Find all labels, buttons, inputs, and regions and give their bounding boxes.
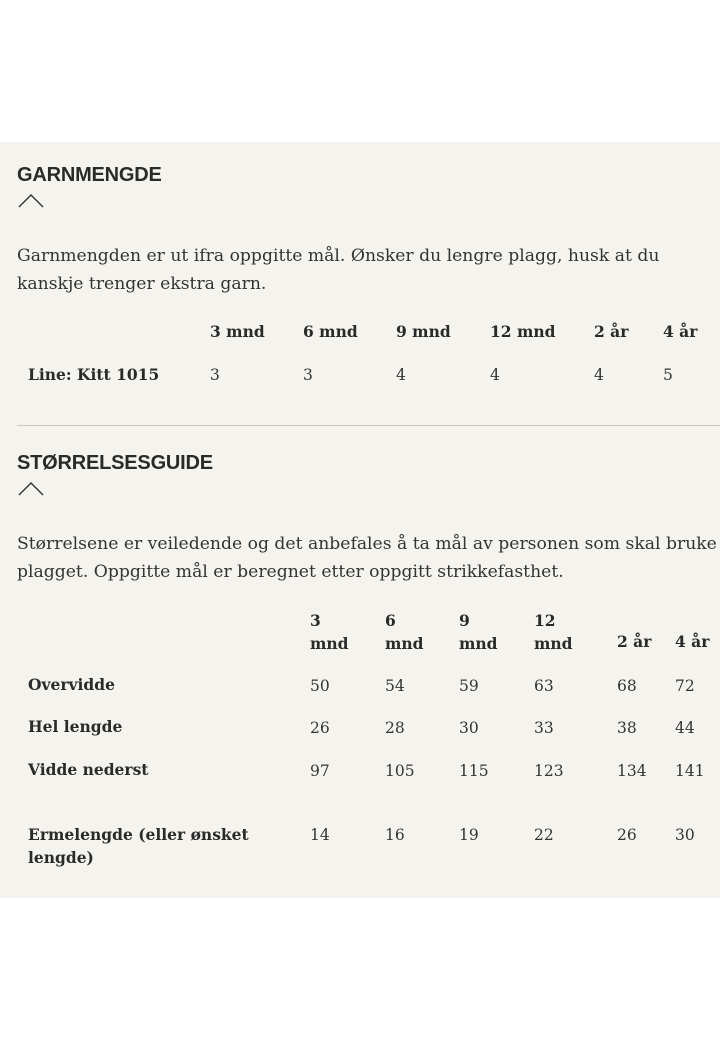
size-cell: 141 (675, 762, 705, 780)
size-guide-section-title[interactable]: STØRRELSESGUIDE (17, 452, 213, 474)
size-cell: 19 (459, 826, 479, 844)
size-cell: 30 (675, 826, 695, 844)
size-cell: 68 (617, 677, 637, 695)
yarn-section-title[interactable]: GARNMENGDE (17, 164, 162, 186)
size-cell: 14 (310, 826, 330, 844)
yarn-col-header: 12 mnd (490, 322, 556, 341)
size-row-label: Overvidde (28, 675, 115, 694)
size-cell: 16 (385, 826, 405, 844)
size-cell: 63 (534, 677, 554, 695)
yarn-col-header: 4 år (663, 322, 698, 341)
size-cell: 72 (675, 677, 695, 695)
size-cell: 44 (675, 719, 695, 737)
size-cell: 28 (385, 719, 405, 737)
size-row-label: Ermelengde (eller ønsket lengde) (28, 825, 249, 867)
yarn-description: Garnmengden er ut ifra oppgitte mål. Ønsker du lengre plagg, husk at du kanskje trenger ekstra garn. (17, 246, 660, 294)
size-cell: 115 (459, 762, 489, 780)
size-guide-description: Størrelsene er veiledende og det anbefales å ta mål av personen som skal bruke plagget. Oppgitte mål er beregnet etter oppgitt strikkefasthet. (17, 534, 717, 582)
size-cell: 26 (310, 719, 330, 737)
yarn-col-header: 6 mnd (303, 322, 358, 341)
yarn-cell: 5 (663, 366, 673, 384)
yarn-col-header: 2 år (594, 322, 629, 341)
size-cell: 97 (310, 762, 330, 780)
size-row-label: Vidde nederst (28, 760, 149, 779)
size-cell: 54 (385, 677, 405, 695)
yarn-cell: 4 (490, 366, 500, 384)
size-cell: 50 (310, 677, 330, 695)
size-cell: 22 (534, 826, 554, 844)
size-col-header: 9 mnd (459, 611, 498, 653)
chevron-up-icon[interactable] (18, 193, 44, 209)
size-row-label: Hel lengde (28, 717, 123, 736)
size-col-header: 2 år (617, 632, 652, 651)
size-cell: 30 (459, 719, 479, 737)
yarn-cell: 4 (396, 366, 406, 384)
yarn-row-label: Line: Kitt 1015 (28, 365, 160, 384)
size-cell: 59 (459, 677, 479, 695)
size-col-header: 12 mnd (534, 611, 573, 653)
size-cell: 134 (617, 762, 647, 780)
yarn-cell: 4 (594, 366, 604, 384)
size-cell: 33 (534, 719, 554, 737)
size-cell: 105 (385, 762, 415, 780)
chevron-up-icon[interactable] (18, 481, 44, 497)
size-col-header: 3 mnd (310, 611, 349, 653)
yarn-col-header: 9 mnd (396, 322, 451, 341)
size-cell: 26 (617, 826, 637, 844)
yarn-cell: 3 (303, 366, 313, 384)
size-cell: 38 (617, 719, 637, 737)
section-divider (17, 425, 720, 426)
size-col-header: 6 mnd (385, 611, 424, 653)
size-col-header: 4 år (675, 632, 710, 651)
yarn-col-header: 3 mnd (210, 322, 265, 341)
size-cell: 123 (534, 762, 564, 780)
yarn-cell: 3 (210, 366, 220, 384)
